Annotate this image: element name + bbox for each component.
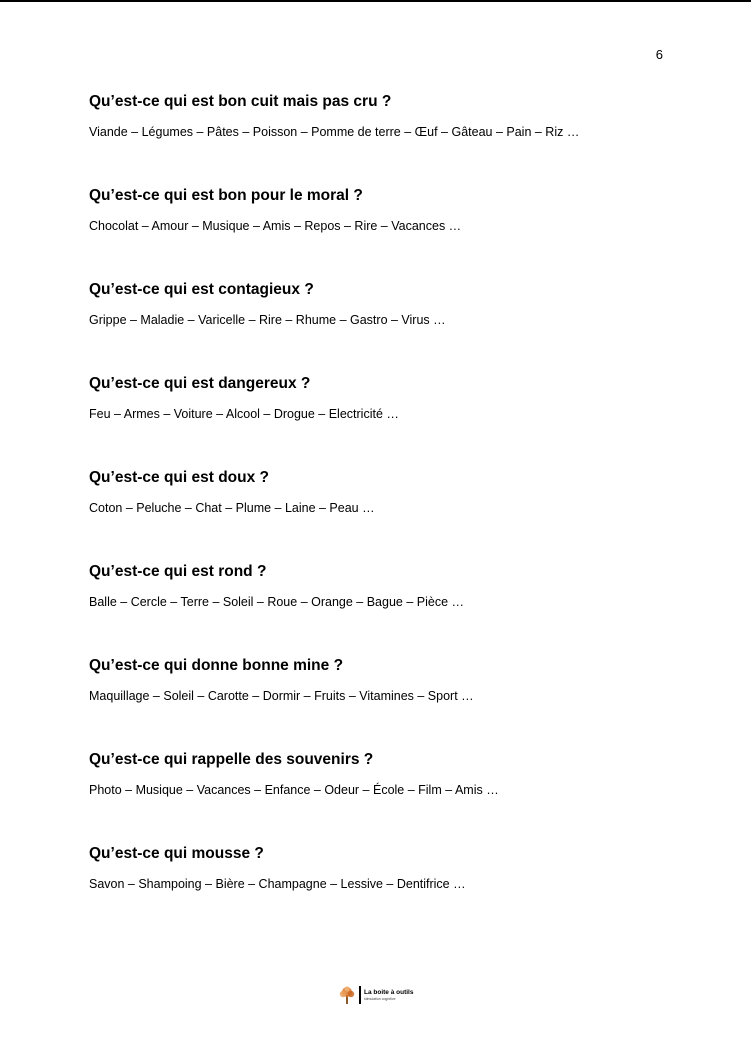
logo-text xyxy=(364,989,413,1002)
footer-logo xyxy=(337,984,421,1006)
question-block xyxy=(89,562,689,656)
question-block xyxy=(89,844,689,938)
logo-divider xyxy=(359,986,361,1004)
question-heading: Qu’est-ce qui mousse ? xyxy=(89,845,264,862)
top-border-line xyxy=(0,0,751,2)
question-list xyxy=(89,92,689,938)
question-heading: Qu’est-ce qui donne bonne mine ? xyxy=(89,657,344,674)
answer-list: Viande – Légumes – Pâtes – Poisson – Pomme de terre – Œuf – Gâteau – Pain – Riz … xyxy=(89,125,580,139)
question-block xyxy=(89,656,689,750)
answer-list: Chocolat – Amour – Musique – Amis – Repos – Rire – Vacances … xyxy=(89,219,462,233)
question-heading: Qu’est-ce qui est doux ? xyxy=(89,469,269,486)
answer-list: Coton – Peluche – Chat – Plume – Laine – Peau … xyxy=(89,501,375,515)
question-block xyxy=(89,468,689,562)
logo-subtitle: stimulation cognitive xyxy=(364,996,396,1001)
question-heading: Qu’est-ce qui est bon cuit mais pas cru ? xyxy=(89,93,392,110)
question-block xyxy=(89,92,689,186)
logo-title: La boite à outils xyxy=(364,988,414,996)
page-number: 6 xyxy=(655,47,663,62)
answer-list: Feu – Armes – Voiture – Alcool – Drogue – Electricité … xyxy=(89,407,399,421)
answer-list: Savon – Shampoing – Bière – Champagne – Lessive – Dentifrice … xyxy=(89,877,466,891)
question-heading: Qu’est-ce qui rappelle des souvenirs ? xyxy=(89,751,374,768)
question-block xyxy=(89,750,689,844)
question-block xyxy=(89,186,689,280)
question-heading: Qu’est-ce qui est rond ? xyxy=(89,563,267,580)
answer-list: Maquillage – Soleil – Carotte – Dormir – Fruits – Vitamines – Sport … xyxy=(89,689,474,703)
answer-list: Balle – Cercle – Terre – Soleil – Roue – Orange – Bague – Pièce … xyxy=(89,595,464,609)
question-heading: Qu’est-ce qui est bon pour le moral ? xyxy=(89,187,363,204)
answer-list: Photo – Musique – Vacances – Enfance – Odeur – École – Film – Amis … xyxy=(89,783,499,797)
tree-icon xyxy=(337,985,357,1005)
question-heading: Qu’est-ce qui est contagieux ? xyxy=(89,281,314,298)
answer-list: Grippe – Maladie – Varicelle – Rire – Rhume – Gastro – Virus … xyxy=(89,313,446,327)
question-heading: Qu’est-ce qui est dangereux ? xyxy=(89,375,311,392)
question-block xyxy=(89,374,689,468)
question-block xyxy=(89,280,689,374)
